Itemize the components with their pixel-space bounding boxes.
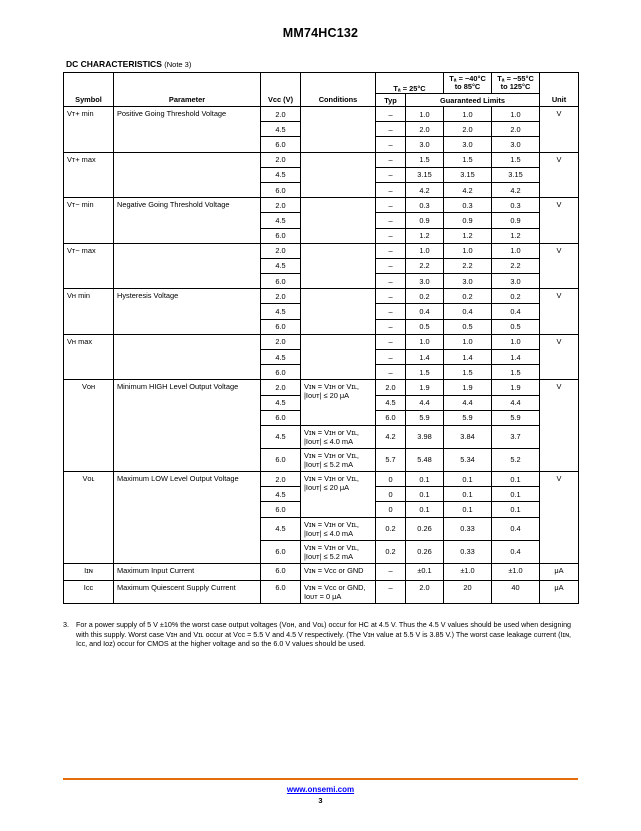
typ-cell: 0.2 (376, 517, 406, 540)
parameter-cell (114, 152, 261, 198)
table-row (64, 334, 579, 349)
limit-25-cell: 0.1 (406, 487, 444, 502)
limit-125-cell: 2.2 (492, 258, 540, 273)
ta25-header: Tₐ = 25°C (376, 73, 444, 94)
ta55-header: Tₐ = −55°C to 125°C (492, 73, 540, 94)
limit-85-cell: 1.9 (444, 380, 492, 395)
parameter-cell (114, 243, 261, 289)
vcc-cell: 6.0 (261, 137, 301, 152)
limit-125-cell: 3.0 (492, 274, 540, 289)
unit-cell: μA (540, 563, 579, 580)
limit-25-cell: 0.2 (406, 289, 444, 304)
limit-85-cell: 0.33 (444, 540, 492, 563)
vcc-cell: 2.0 (261, 107, 301, 122)
limit-125-cell: 40 (492, 580, 540, 603)
limit-125-cell: 1.5 (492, 365, 540, 380)
vcc-cell: 6.0 (261, 319, 301, 334)
typ-cell: – (376, 334, 406, 349)
limit-25-cell: 3.15 (406, 167, 444, 182)
limit-25-cell: 1.5 (406, 152, 444, 167)
unit-header: Unit (540, 73, 579, 107)
limit-25-cell: 5.48 (406, 448, 444, 471)
vcc-cell: 2.0 (261, 243, 301, 258)
limit-85-cell: 0.5 (444, 319, 492, 334)
limit-85-cell: 0.33 (444, 517, 492, 540)
parameter-cell: Maximum Quiescent Supply Current (114, 580, 261, 603)
symbol-cell: Iᴄᴄ (64, 580, 114, 603)
unit-cell: V (540, 243, 579, 289)
conditions-cell: Vɪɴ = Vɪʜ or Vɪʟ, |Iᴏᴜᴛ| ≤ 5.2 mA (301, 540, 376, 563)
vcc-cell: 6.0 (261, 410, 301, 425)
note-3-number: 3. (63, 620, 69, 629)
limit-125-cell: 1.9 (492, 380, 540, 395)
vcc-cell: 2.0 (261, 380, 301, 395)
typ-cell: 5.7 (376, 448, 406, 471)
limit-125-cell: 3.0 (492, 137, 540, 152)
symbol-cell: Vᴛ− max (64, 243, 114, 289)
vcc-cell: 6.0 (261, 502, 301, 517)
vcc-cell: 6.0 (261, 563, 301, 580)
limit-85-cell: 0.3 (444, 198, 492, 213)
vcc-cell: 6.0 (261, 274, 301, 289)
vcc-cell: 2.0 (261, 471, 301, 486)
typ-cell: – (376, 152, 406, 167)
limit-125-cell: 1.0 (492, 107, 540, 122)
limit-85-cell: 3.0 (444, 137, 492, 152)
conditions-cell (301, 243, 376, 289)
table-row (64, 152, 579, 167)
limit-25-cell: 3.0 (406, 137, 444, 152)
limit-85-cell: 1.0 (444, 243, 492, 258)
vcc-cell: 6.0 (261, 540, 301, 563)
typ-cell: – (376, 213, 406, 228)
table-row (64, 243, 579, 258)
section-note-ref: (Note 3) (164, 60, 192, 69)
document-title: MM74HC132 (282, 26, 359, 40)
vcc-cell: 4.5 (261, 395, 301, 410)
limit-125-cell: 1.5 (492, 152, 540, 167)
limit-25-cell: 0.1 (406, 471, 444, 486)
table-row (64, 289, 579, 304)
limit-125-cell: 1.4 (492, 350, 540, 365)
typ-cell: – (376, 350, 406, 365)
limit-85-cell: ±1.0 (444, 563, 492, 580)
typ-cell: – (376, 182, 406, 197)
typ-cell: 4.5 (376, 395, 406, 410)
limit-25-cell: 0.3 (406, 198, 444, 213)
limit-125-cell: 5.2 (492, 448, 540, 471)
table-row (64, 107, 579, 122)
vcc-cell: 4.5 (261, 213, 301, 228)
symbol-cell: Vʜ max (64, 334, 114, 380)
typ-cell: – (376, 274, 406, 289)
symbol-cell: Vᴏʜ (64, 380, 114, 472)
typ-cell: 0 (376, 487, 406, 502)
vcc-header: Vᴄᴄ (V) (261, 73, 301, 107)
unit-cell: μA (540, 580, 579, 603)
conditions-cell: Vɪɴ = Vᴄᴄ or GND, Iᴏᴜᴛ = 0 μA (301, 580, 376, 603)
parameter-cell: Positive Going Threshold Voltage (114, 107, 261, 153)
conditions-header: Conditions (301, 73, 376, 107)
unit-cell: V (540, 198, 579, 244)
typ-cell: 0.2 (376, 540, 406, 563)
vcc-cell: 6.0 (261, 580, 301, 603)
vcc-cell: 2.0 (261, 334, 301, 349)
table-row (64, 380, 579, 395)
vcc-cell: 4.5 (261, 350, 301, 365)
limit-25-cell: 0.4 (406, 304, 444, 319)
limit-25-cell: 0.1 (406, 502, 444, 517)
limit-85-cell: 3.15 (444, 167, 492, 182)
unit-cell: V (540, 152, 579, 198)
unit-cell: V (540, 471, 579, 563)
limit-125-cell: 0.1 (492, 487, 540, 502)
limit-85-cell: 1.4 (444, 350, 492, 365)
typ-cell: – (376, 319, 406, 334)
unit-cell: V (540, 380, 579, 472)
typ-cell: – (376, 243, 406, 258)
limit-25-cell: 0.9 (406, 213, 444, 228)
table-row (64, 471, 579, 486)
typ-cell: 0 (376, 471, 406, 486)
limit-25-cell: 1.9 (406, 380, 444, 395)
limit-125-cell: 5.9 (492, 410, 540, 425)
typ-cell: – (376, 198, 406, 213)
limit-125-cell: 1.2 (492, 228, 540, 243)
limit-125-cell: 3.7 (492, 425, 540, 448)
dc-characteristics-table (63, 72, 579, 604)
vcc-cell: 4.5 (261, 122, 301, 137)
typ-cell: – (376, 580, 406, 603)
limit-25-cell: 2.2 (406, 258, 444, 273)
footnotes (63, 620, 578, 649)
limit-85-cell: 0.1 (444, 502, 492, 517)
typ-cell: 0 (376, 502, 406, 517)
limit-125-cell: 0.1 (492, 471, 540, 486)
limit-25-cell: 2.0 (406, 122, 444, 137)
limit-85-cell: 1.5 (444, 365, 492, 380)
typ-cell: – (376, 107, 406, 122)
conditions-cell: Vɪɴ = Vɪʜ or Vɪʟ, |Iᴏᴜᴛ| ≤ 20 μA (301, 471, 376, 517)
limit-85-cell: 1.5 (444, 152, 492, 167)
typ-cell: – (376, 365, 406, 380)
typ-cell: 2.0 (376, 380, 406, 395)
limit-125-cell: ±1.0 (492, 563, 540, 580)
limit-85-cell: 5.34 (444, 448, 492, 471)
limit-25-cell: 1.2 (406, 228, 444, 243)
limit-25-cell: 1.5 (406, 365, 444, 380)
typ-cell: 6.0 (376, 410, 406, 425)
vcc-cell: 4.5 (261, 517, 301, 540)
limit-25-cell: 0.5 (406, 319, 444, 334)
ta40-header: Tₐ = −40°C to 85°C (444, 73, 492, 94)
typ-cell: – (376, 228, 406, 243)
typ-cell: – (376, 122, 406, 137)
limit-85-cell: 2.0 (444, 122, 492, 137)
typ-cell: – (376, 258, 406, 273)
limit-85-cell: 3.0 (444, 274, 492, 289)
typ-cell: – (376, 304, 406, 319)
parameter-header: Parameter (114, 73, 261, 107)
limit-25-cell: 3.0 (406, 274, 444, 289)
vcc-cell: 4.5 (261, 487, 301, 502)
conditions-cell: Vɪɴ = Vɪʜ or Vɪʟ, |Iᴏᴜᴛ| ≤ 4.0 mA (301, 517, 376, 540)
vcc-cell: 2.0 (261, 198, 301, 213)
unit-cell: V (540, 289, 579, 335)
limit-125-cell: 1.0 (492, 334, 540, 349)
limit-125-cell: 4.2 (492, 182, 540, 197)
limit-85-cell: 4.2 (444, 182, 492, 197)
typ-cell: 4.2 (376, 425, 406, 448)
vcc-cell: 6.0 (261, 448, 301, 471)
conditions-cell (301, 198, 376, 244)
limit-25-cell: 3.98 (406, 425, 444, 448)
parameter-cell: Hysteresis Voltage (114, 289, 261, 335)
limit-25-cell: 4.4 (406, 395, 444, 410)
limit-85-cell: 1.0 (444, 107, 492, 122)
limit-25-cell: 4.2 (406, 182, 444, 197)
symbol-cell: Vᴏʟ (64, 471, 114, 563)
conditions-cell: Vɪɴ = Vɪʜ or Vɪʟ, |Iᴏᴜᴛ| ≤ 4.0 mA (301, 425, 376, 448)
section-heading: DC CHARACTERISTICS (66, 59, 162, 69)
footer-rule (63, 778, 578, 780)
vcc-cell: 6.0 (261, 228, 301, 243)
limit-25-cell: 1.0 (406, 243, 444, 258)
header-row-1 (64, 73, 579, 94)
parameter-cell (114, 334, 261, 380)
limit-85-cell: 1.0 (444, 334, 492, 349)
limit-85-cell: 5.9 (444, 410, 492, 425)
conditions-cell: Vɪɴ = Vɪʜ or Vɪʟ, |Iᴏᴜᴛ| ≤ 5.2 mA (301, 448, 376, 471)
symbol-cell: Vʜ min (64, 289, 114, 335)
typ-cell: – (376, 137, 406, 152)
limit-125-cell: 0.4 (492, 517, 540, 540)
unit-cell: V (540, 107, 579, 153)
limit-125-cell: 4.4 (492, 395, 540, 410)
limit-85-cell: 0.4 (444, 304, 492, 319)
limit-25-cell: 5.9 (406, 410, 444, 425)
limit-125-cell: 2.0 (492, 122, 540, 137)
typ-cell: – (376, 167, 406, 182)
symbol-header: Symbol (64, 73, 114, 107)
limit-125-cell: 0.4 (492, 304, 540, 319)
conditions-cell: Vɪɴ = Vᴄᴄ or GND (301, 563, 376, 580)
limit-25-cell: 0.26 (406, 540, 444, 563)
guaranteed-limits-header: Guaranteed Limits (406, 94, 540, 107)
page-number: 3 (318, 796, 323, 805)
section-title (66, 59, 191, 69)
limit-125-cell: 0.5 (492, 319, 540, 334)
limit-125-cell: 3.15 (492, 167, 540, 182)
conditions-cell (301, 152, 376, 198)
vcc-cell: 4.5 (261, 304, 301, 319)
typ-header: Typ (376, 94, 406, 107)
limit-125-cell: 0.3 (492, 198, 540, 213)
limit-85-cell: 3.84 (444, 425, 492, 448)
parameter-cell: Minimum HIGH Level Output Voltage (114, 380, 261, 472)
parameter-cell: Maximum Input Current (114, 563, 261, 580)
limit-85-cell: 4.4 (444, 395, 492, 410)
limit-25-cell: 1.4 (406, 350, 444, 365)
typ-cell: – (376, 563, 406, 580)
conditions-cell (301, 334, 376, 380)
vcc-cell: 4.5 (261, 167, 301, 182)
vcc-cell: 4.5 (261, 425, 301, 448)
limit-25-cell: 2.0 (406, 580, 444, 603)
limit-25-cell: 1.0 (406, 334, 444, 349)
conditions-cell (301, 289, 376, 335)
symbol-cell: Vᴛ+ max (64, 152, 114, 198)
limit-85-cell: 0.2 (444, 289, 492, 304)
limit-125-cell: 0.1 (492, 502, 540, 517)
limit-85-cell: 0.9 (444, 213, 492, 228)
unit-cell: V (540, 334, 579, 380)
table-row (64, 198, 579, 213)
conditions-cell: Vɪɴ = Vɪʜ or Vɪʟ, |Iᴏᴜᴛ| ≤ 20 μA (301, 380, 376, 426)
conditions-cell (301, 107, 376, 153)
note-3-text: For a power supply of 5 V ±10% the worst case output voltages (Vᴏʜ, and Vᴏʟ) occur for HC at 4.5 V. Thus the 4.5 V values should be used when designing with this supply. Worst case Vɪʜ and Vɪʟ occur at Vᴄᴄ = 5.5 V and 4.5 V respectively. (The Vɪʜ value at 5.5 V is 3.85 V.) The worst case leakage current (Iɪɴ, Iᴄᴄ, and Iᴏᴢ) occur for CMOS at the higher voltage and so the 6.0 V values should be used. (76, 620, 572, 648)
table-row (64, 580, 579, 603)
limit-125-cell: 0.2 (492, 289, 540, 304)
limit-25-cell: 1.0 (406, 107, 444, 122)
vcc-cell: 6.0 (261, 182, 301, 197)
website-link[interactable]: www.onsemi.com (286, 785, 355, 794)
symbol-cell: Vᴛ+ min (64, 107, 114, 153)
limit-25-cell: ±0.1 (406, 563, 444, 580)
limit-125-cell: 0.9 (492, 213, 540, 228)
symbol-cell: Vᴛ− min (64, 198, 114, 244)
vcc-cell: 2.0 (261, 289, 301, 304)
limit-85-cell: 2.2 (444, 258, 492, 273)
limit-85-cell: 20 (444, 580, 492, 603)
symbol-cell: Iɪɴ (64, 563, 114, 580)
vcc-cell: 6.0 (261, 365, 301, 380)
parameter-cell: Maximum LOW Level Output Voltage (114, 471, 261, 563)
parameter-cell: Negative Going Threshold Voltage (114, 198, 261, 244)
limit-85-cell: 0.1 (444, 471, 492, 486)
limit-85-cell: 0.1 (444, 487, 492, 502)
limit-125-cell: 1.0 (492, 243, 540, 258)
limit-125-cell: 0.4 (492, 540, 540, 563)
typ-cell: – (376, 289, 406, 304)
vcc-cell: 4.5 (261, 258, 301, 273)
vcc-cell: 2.0 (261, 152, 301, 167)
limit-25-cell: 0.26 (406, 517, 444, 540)
table-row (64, 563, 579, 580)
limit-85-cell: 1.2 (444, 228, 492, 243)
